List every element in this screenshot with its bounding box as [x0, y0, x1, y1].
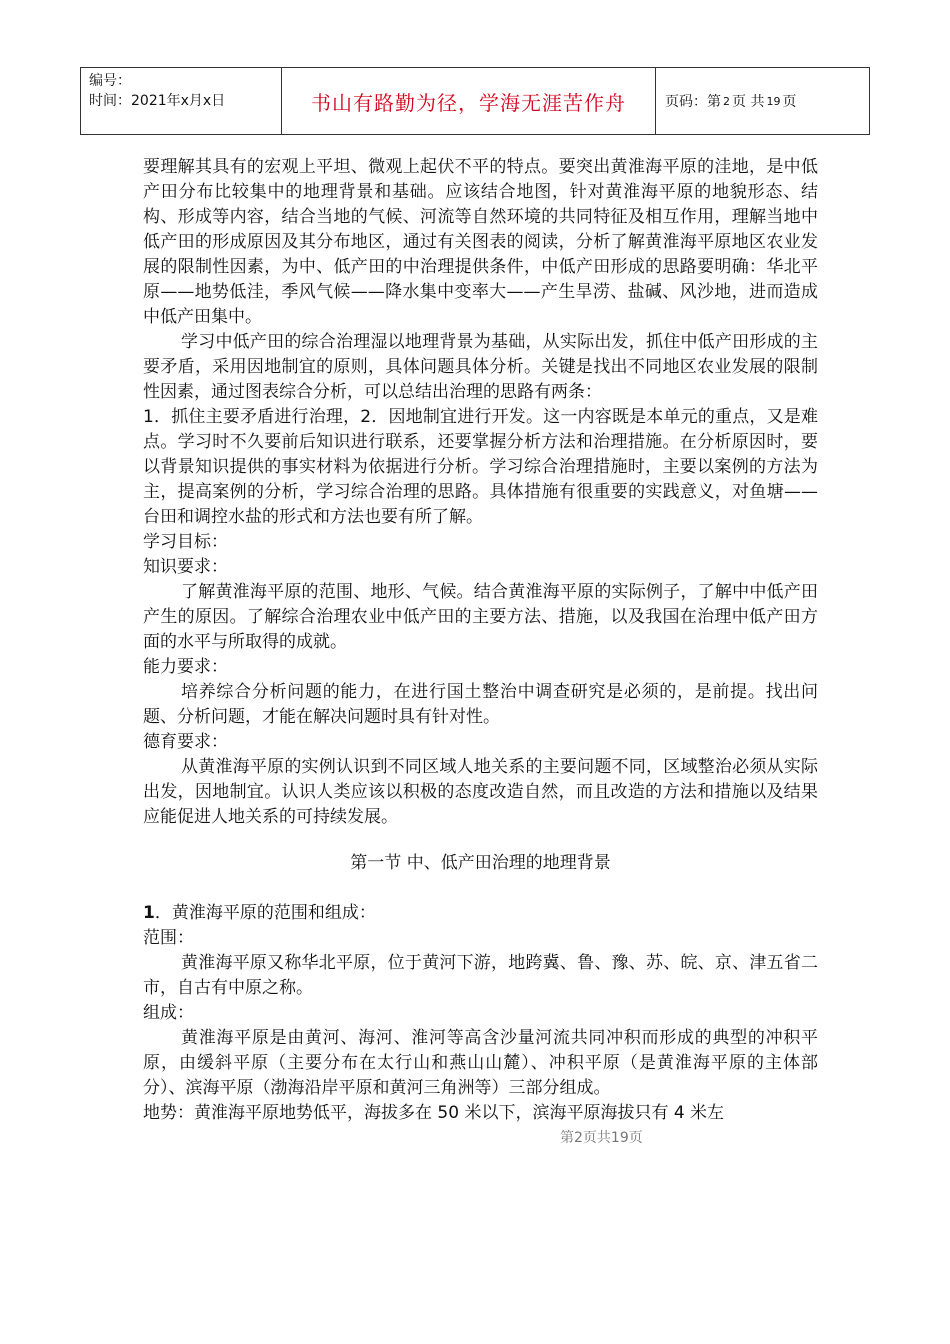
page-suffix: 页: [782, 94, 797, 110]
body-paragraph: 了解黄淮海平原的范围、地形、气候。结合黄淮海平原的实际例子，了解中中低产田产生的原因。了解综合治理农业中低产田的主要方法、措施，以及我国在治理中低产田方面的水平与所取得的成就。: [143, 582, 818, 652]
body-paragraph: 1．抓住主要矛盾进行治理，2．因地制宜进行开发。这一内容既是本单元的重点，又是难点。学习时不久要前后知识进行联系，还要掌握分析方法和治理措施。在分析原因时，要以背景知识提供的事实材料为依据进行分析。学习综合治理措施时，主要以案例的方法为主，提高案例的分析，学习综合治理的思路。具体措施有很重要的实践意义，对鱼塘——台田和调控水盐的形式和方法也要有所了解。: [143, 407, 818, 527]
page-prefix: 页码：第: [665, 94, 721, 110]
header-page-indicator: [656, 68, 869, 134]
body-paragraph: 黄淮海平原是由黄河、海河、淮河等高含沙量河流共同冲积而形成的典型的冲积平原，由缓斜平原（主要分布在太行山和燕山山麓）、冲积平原（是黄淮海平原的主体部分）、滨海平原（渤海沿岸平原和黄河三角洲等）三部分组成。: [143, 1028, 818, 1098]
body-paragraph: 黄淮海平原又称华北平原，位于黄河下游，地跨冀、鲁、豫、苏、皖、京、津五省二市，自古有中原之称。: [143, 953, 818, 998]
heading-scope: 范围：: [143, 928, 194, 948]
heading-composition: 组成：: [143, 1003, 194, 1023]
subsection-number: 1: [143, 903, 155, 923]
page-current: 2: [723, 94, 730, 108]
page-mid: 页 共: [732, 94, 765, 110]
document-time-label: 时间：2021年x月x日: [89, 93, 226, 109]
body-paragraph: 从黄淮海平原的实例认识到不同区域人地关系的主要问题不同，区域整治必须从实际出发，因地制宜。认识人类应该以积极的态度改造自然，而且改造的方法和措施以及结果应能促进人地关系的可持续发展。: [143, 757, 818, 827]
subsection-title: ．黄淮海平原的范围和组成：: [154, 903, 376, 923]
header-motto: 书山有路勤为径，学海无涯苦作舟: [282, 68, 656, 134]
body-paragraph: 学习中低产田的综合治理湿以地理背景为基础，从实际出发，抓住中低产田形成的主要矛盾，采用因地制宜的原则，具体问题具体分析。关键是找出不同地区农业发展的限制性因素，通过图表综合分析，可以总结出治理的思路有两条：: [143, 332, 818, 402]
body-paragraph: 地势：黄淮海平原地势低平，海拔多在 50 米以下，滨海平原海拔只有 4 米左: [143, 1103, 725, 1123]
heading-study-goals: 学习目标：: [143, 532, 228, 552]
header-info-cell: [81, 68, 282, 134]
heading-knowledge: 知识要求：: [143, 557, 228, 577]
document-body: [143, 155, 818, 1126]
page-total: 19: [766, 94, 781, 108]
subsection-heading: [143, 901, 818, 926]
body-paragraph: 培养综合分析问题的能力，在进行国土整治中调查研究是必须的，是前提。找出问题、分析问题，才能在解决问题时具有针对性。: [143, 682, 818, 727]
heading-moral: 德育要求：: [143, 732, 228, 752]
page-footer-overlay: 第2页共19页: [560, 1130, 643, 1146]
body-paragraph: 要理解其具有的宏观上平坦、微观上起伏不平的特点。要突出黄淮海平原的洼地，是中低产田分布比较集中的地理背景和基础。应该结合地图，针对黄淮海平原的地貌形态、结构、形成等内容，结合当地的气候、河流等自然环境的共同特征及相互作用，理解当地中低产田的形成原因及其分布地区，通过有关图表的阅读，分析了解黄淮海平原地区农业发展的限制性因素，为中、低产田的中治理提供条件，中低产田形成的思路要明确：华北平原——地势低洼，季风气候——降水集中变率大——产生旱涝、盐碱、风沙地，进而造成中低产田集中。: [143, 157, 818, 327]
section-title: 第一节 中、低产田治理的地理背景: [350, 853, 611, 873]
header-table: [80, 67, 870, 135]
document-number-label: 编号：: [89, 73, 131, 89]
heading-ability: 能力要求：: [143, 657, 228, 677]
